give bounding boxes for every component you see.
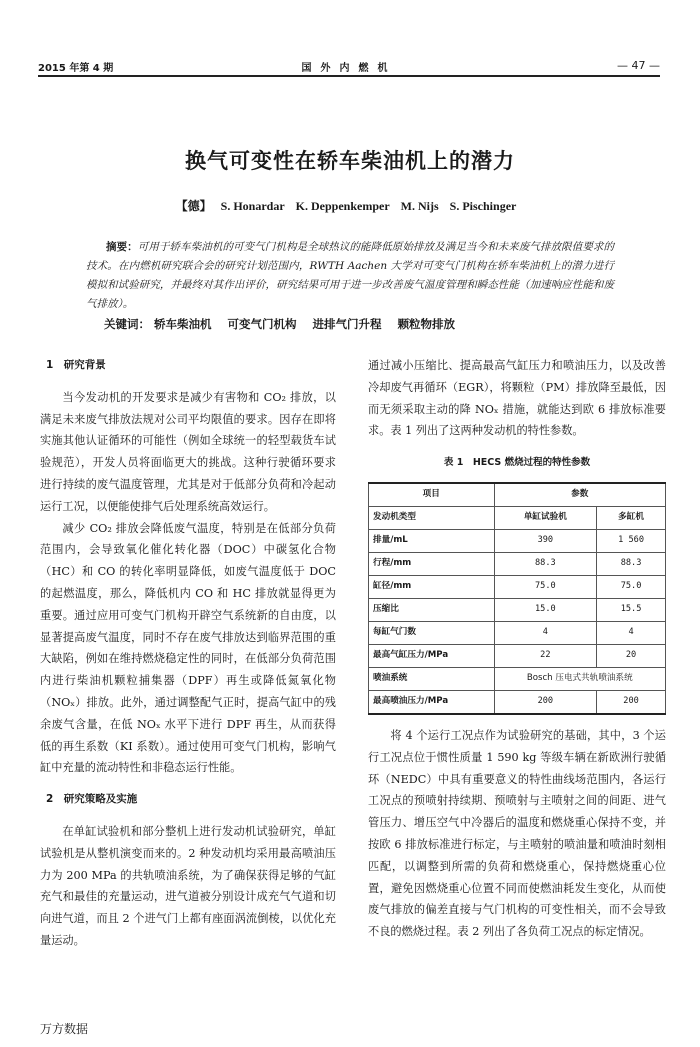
table-cell: 1 560 [597, 529, 666, 552]
body-paragraph: 在单缸试验机和部分整机上进行发动机试验研究，单缸试验机是从整机演变而来的。2 种发动机均采用最高喷油压力为 200 MPa 的共轨喷油系统，为了确保获得足够的气缸充气和最佳的充量运动，进气道被分别设计成充气气道和切向进气道，而且 2 个进气门上都有座面涡流倒棱，以优化充量运动。 [40, 824, 336, 947]
abstract-label: 摘要： [106, 241, 138, 253]
table-row [369, 575, 666, 598]
table-cell: 88.3 [494, 552, 597, 575]
section-heading: 1 研究背景 [46, 359, 106, 371]
table-cell: 390 [494, 529, 597, 552]
table-cell: 缸径/mm [369, 575, 495, 598]
table-header-row [369, 483, 666, 507]
keyword: 颗粒物排放 [397, 317, 456, 331]
table-cell: Bosch 压电式共轨喷油系统 [494, 667, 665, 690]
table-row [369, 667, 666, 690]
keyword: 进排气门升程 [312, 317, 382, 331]
table-cell: 4 [597, 621, 666, 644]
abstract-text: 可用于轿车柴油机的可变气门机构是全球热议的能降低原始排放及满足当今和未来废气排放限值要求的技术。在内燃机研究联合会的研究计划范围内，RWTH Aachen 大学对可变气门机构在轿车柴油机上的潜力进行模拟和试验研究，并最终对其作出评价，研究结果可用于进一步改善废气温度管理和瞬态性能（加速响应性能和废气排放）。 [86, 241, 615, 310]
table-row [369, 552, 666, 575]
table-header-params: 参数 [494, 483, 665, 507]
table-row [369, 529, 666, 552]
left-column [40, 355, 336, 952]
table-cell: 22 [494, 644, 597, 667]
author-name: M. Nijs [400, 199, 439, 213]
body-paragraph: 将 4 个运行工况点作为试验研究的基础，其中，3 个运行工况点位于惯性质量 1 590 kg 等级车辆在新欧洲行驶循环（NEDC）中具有重要意义的特性曲线场范围内，各运行工况点的预喷射持续期、预喷射与主喷射之间的间距、进气管压力、增压空气中冷器后的温度和燃烧重心保持不变，并按欧 6 排放标准进行标定，与主喷射的喷油量和喷油时刻相匹配，以调整到所需的负荷和燃烧重心，保持燃烧重心位置，避免因燃烧重心位置不同而使燃油耗发生变化，从而使废气排放的偏差直接与气门机构的可变性相关，而不会导致不良的燃烧过程。表 2 列出了各负荷工况点的标定情况。 [368, 728, 666, 939]
author-country: 【德】 [175, 199, 212, 213]
journal-name: 国外内燃机 [301, 63, 397, 74]
table-cell: 压缩比 [369, 598, 495, 621]
keyword: 可变气门机构 [227, 317, 297, 331]
running-header [38, 56, 660, 74]
table-cell: 发动机类型 [369, 506, 495, 529]
table-cell: 15.5 [597, 598, 666, 621]
table-header-item: 项目 [369, 483, 495, 507]
issue-label: 2015 年第 4 期 [38, 63, 114, 74]
keywords-label: 关键词： [104, 317, 150, 331]
table-row [369, 644, 666, 667]
table-cell: 200 [597, 690, 666, 714]
table-cell: 喷油系统 [369, 667, 495, 690]
right-column [368, 355, 666, 943]
table-row [369, 506, 666, 529]
table-cell: 15.0 [494, 598, 597, 621]
parameter-table [368, 482, 666, 715]
table-cell: 每缸气门数 [369, 621, 495, 644]
table-row [369, 598, 666, 621]
body-paragraph: 通过减小压缩比、提高最高气缸压力和喷油压力，以及改善冷却废气再循环（EGR），将颗粒（PM）排放降至最低，因而无须采取主动的降 NOₓ 措施，就能达到欧 6 排放标准要求。表 1 列出了这两种发动机的特性参数。 [368, 359, 666, 438]
footer-watermark: 万方数据 [40, 1022, 89, 1036]
header-divider [38, 75, 660, 77]
table-cell: 20 [597, 644, 666, 667]
table-cell: 最高气缸压力/MPa [369, 644, 495, 667]
table-cell: 4 [494, 621, 597, 644]
author-name: S. Pischinger [449, 199, 517, 213]
table-cell: 排量/mL [369, 529, 495, 552]
table-cell: 多缸机 [597, 506, 666, 529]
table-caption: 表 1 HECS 燃烧过程的特性参数 [443, 457, 591, 469]
keyword: 轿车柴油机 [154, 317, 212, 331]
table-cell: 75.0 [494, 575, 597, 598]
body-paragraph: 减少 CO₂ 排放会降低废气温度，特别是在低部分负荷范围内，会导致氧化催化转化器（DOC）中碳氢化合物（HC）和 CO 的转化率明显降低，如废气温度低于 DOC 的起燃温度，那么，降低机内 CO 和 HC 排放就显得更为重要。通过应用可变气门机构开辟空气系统新的自由度，以显著提高废气温度，同时不存在废气排放达到临界范围的重大缺陷，例如在维持燃烧稳定性的同时，在低部分负荷范围内进行柴油机颗粒捕集器（DPF）再生或降低氮氧化物（NOₓ）排放。此外，通过调整配气正时，提高气缸中的残余废气含量，在低 NOₓ 水平下进行 DPF 再生，从而获得低的再生系数（KI 系数）。通过使用可变气门机构，影响气缸中充量的流动特性和非稳态运行性能。 [40, 521, 336, 775]
table-cell: 200 [494, 690, 597, 714]
table-cell: 单缸试验机 [494, 506, 597, 529]
page-number: — 47 — [617, 59, 660, 72]
keywords [104, 316, 614, 332]
table-cell: 最高喷油压力/MPa [369, 690, 495, 714]
body-paragraph: 当今发动机的开发要求是减少有害物和 CO₂ 排放，以满足未来废气排放法规对公司平均限值的要求。因存在即将实施其他认证循环的可能性（例如全球统一的轻型载货车试验规范），开发人员将面临更大的挑战。这种行驶循环要求进行持续的废气温度管理，尤其是对于低部分负荷和冷起动运行工况，以便能使排气后处理系统高效运行。 [40, 390, 336, 513]
section-heading: 2 研究策略及实施 [46, 793, 138, 806]
table-row [369, 690, 666, 714]
abstract [86, 238, 614, 314]
table-cell: 75.0 [597, 575, 666, 598]
table-cell: 88.3 [597, 552, 666, 575]
author-name: K. Deppenkemper [295, 199, 390, 213]
article-title: 换气可变性在轿车柴油机上的潜力 [185, 149, 515, 173]
author-line [0, 197, 700, 214]
author-name: S. Honardar [220, 199, 285, 213]
table-cell: 行程/mm [369, 552, 495, 575]
table-row [369, 621, 666, 644]
